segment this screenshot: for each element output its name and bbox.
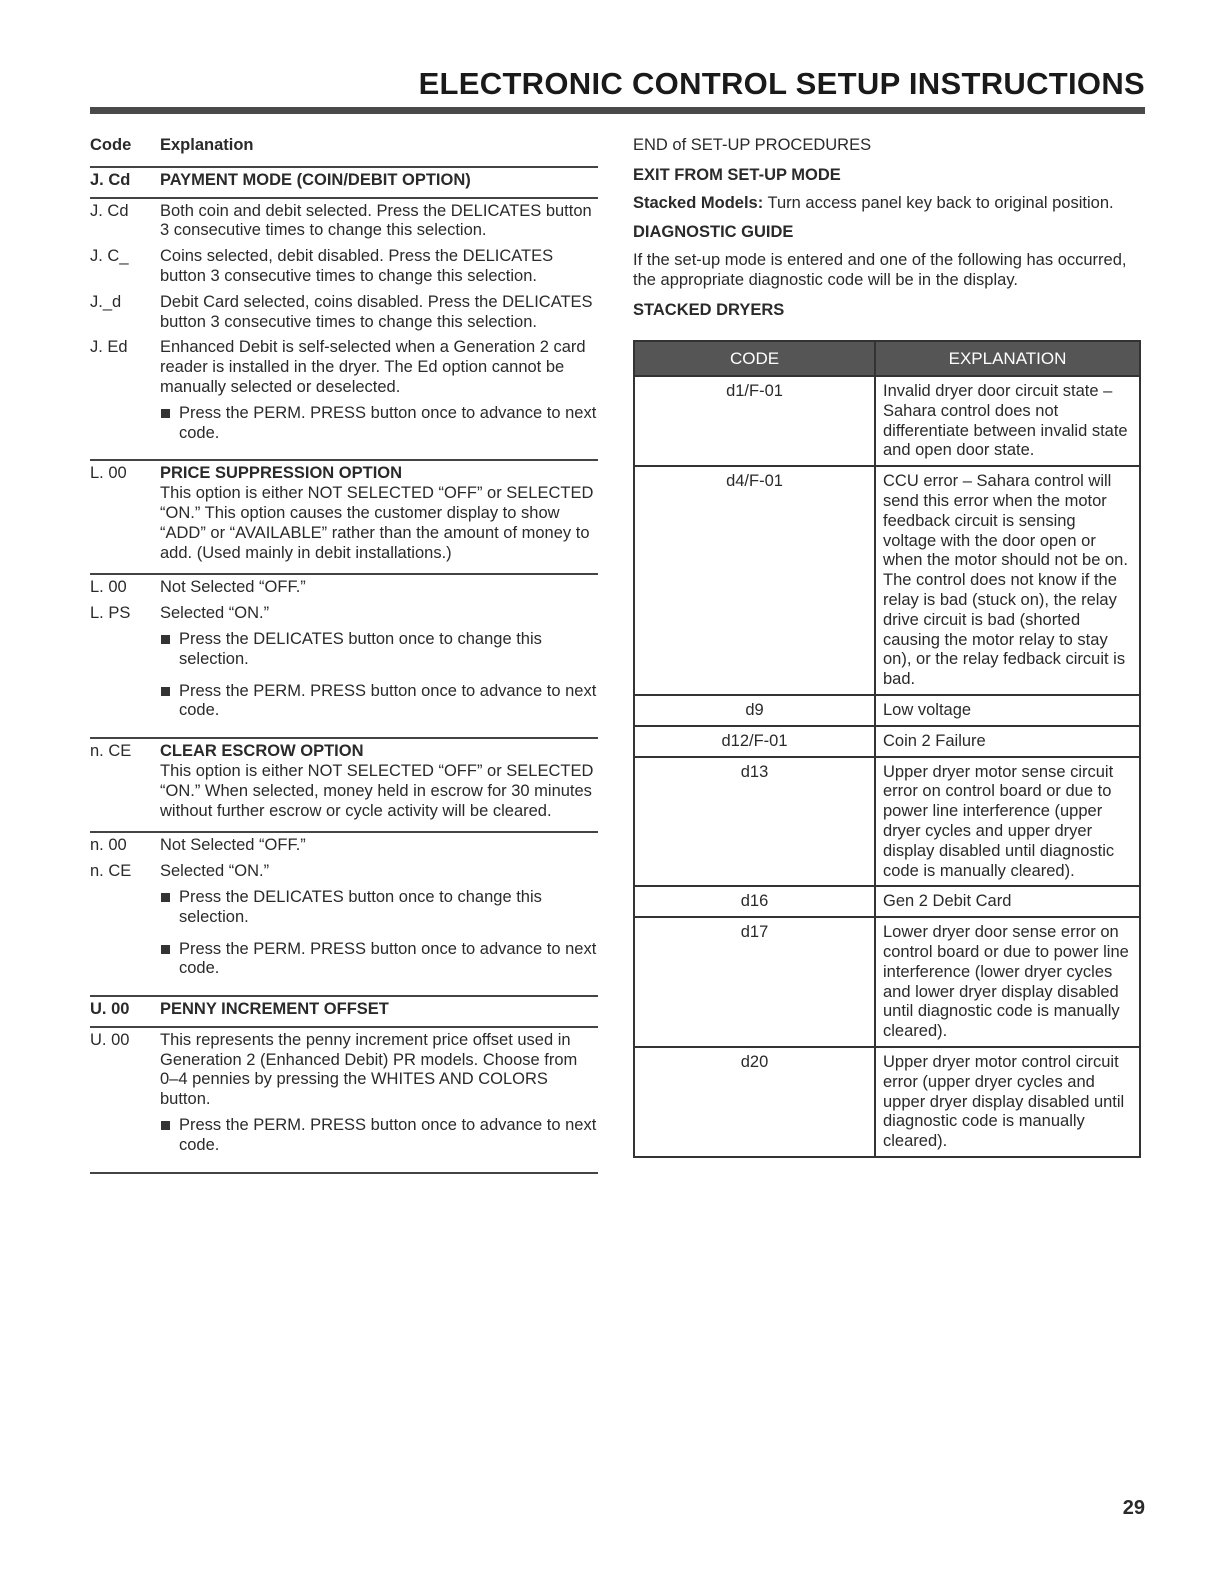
bullet-text: Press the DELICATES button once to change this selection. xyxy=(179,887,542,926)
bullet-square-icon xyxy=(161,1121,170,1130)
setup-codes-column xyxy=(90,136,598,1174)
option-text: This represents the penny increment price offset used in Generation 2 (Enhanced Debit) PR models. Choose from 0–4 pennies by pressing the WHITES AND COLORS button. xyxy=(160,1030,578,1109)
bullet-square-icon xyxy=(161,893,170,902)
stacked-models-paragraph xyxy=(633,194,1145,214)
price-suppression-options xyxy=(90,573,598,737)
option-text: Both coin and debit selected. Press the DELICATES button 3 consecutive times to change this selection. xyxy=(160,201,592,240)
option-text: Not Selected “OFF.” xyxy=(160,578,306,597)
bullet-square-icon xyxy=(161,945,170,954)
option-text: Selected “ON.” xyxy=(160,862,270,881)
stacked-models-label: Stacked Models: xyxy=(633,193,764,212)
explanation-column-header: EXPLANATION xyxy=(875,341,1140,376)
exit-setup-heading: EXIT FROM SET-UP MODE xyxy=(633,165,841,184)
bullet-text: Press the PERM. PRESS button once to advance to next code. xyxy=(179,681,597,720)
option-row xyxy=(90,1031,598,1110)
option-code: J. Cd xyxy=(90,201,129,220)
closing-rule xyxy=(90,1172,598,1174)
section-title: PRICE SUPPRESSION OPTION xyxy=(160,464,403,483)
diagnostic-explanation: Upper dryer motor sense circuit error on control board or due to power line interference (upper dryer cycles and upper dryer display disabled until diagnostic code is manually cleared). xyxy=(875,757,1140,887)
option-row xyxy=(90,862,598,882)
diagnostic-guide-heading: DIAGNOSTIC GUIDE xyxy=(633,223,794,242)
diagnostic-codes-table xyxy=(633,340,1141,1158)
diagnostic-column xyxy=(633,136,1145,329)
option-text: Debit Card selected, coins disabled. Press the DELICATES button 3 consecutive times to change this selection. xyxy=(160,292,593,331)
bullet-square-icon xyxy=(161,687,170,696)
section-code: U. 00 xyxy=(90,1000,130,1019)
bullet-row xyxy=(90,404,598,450)
option-row xyxy=(90,836,598,856)
option-row xyxy=(90,293,598,333)
bullet-text: Press the PERM. PRESS button once to advance to next code. xyxy=(179,1116,597,1154)
diagnostic-code: d20 xyxy=(634,1047,875,1157)
diagnostic-guide-text: If the set-up mode is entered and one of the following has occurred, the appropriate diagnostic code will be in the display. xyxy=(633,251,1127,289)
diagnostic-explanation: CCU error – Sahara control will send this error when the motor feedback circuit is sensing voltage with the door open or when the motor should not be on. The control does not know if the relay is bad (stuck on), the relay drive circuit is bad (shorted causing the motor relay to stay on), or the relay fedback circuit is bad. xyxy=(875,466,1140,695)
option-row xyxy=(90,604,598,624)
option-row xyxy=(90,338,598,397)
table-row xyxy=(634,466,1140,695)
option-row xyxy=(90,578,598,598)
price-suppression-heading xyxy=(90,464,598,484)
bullet-text: Press the PERM. PRESS button once to advance to next code. xyxy=(179,403,597,442)
clear-escrow-options xyxy=(90,831,598,995)
section-code: n. CE xyxy=(90,742,132,761)
table-row xyxy=(634,757,1140,887)
bullet-row xyxy=(90,1116,598,1162)
penny-increment-heading xyxy=(90,995,598,1026)
payment-mode-heading xyxy=(90,166,598,197)
title-rule xyxy=(90,107,1145,114)
option-code: J. Ed xyxy=(90,338,128,357)
option-code: J._d xyxy=(90,292,122,311)
clear-escrow-heading xyxy=(90,742,598,762)
diagnostic-code: d13 xyxy=(634,757,875,887)
bullet-row xyxy=(90,630,598,676)
diagnostic-explanation: Low voltage xyxy=(875,695,1140,726)
diagnostic-explanation: Coin 2 Failure xyxy=(875,726,1140,757)
diagnostic-explanation: Invalid dryer door circuit state – Sahara control does not differentiate between invalid state and open door state. xyxy=(875,376,1140,466)
option-text: Coins selected, debit disabled. Press the DELICATES button 3 consecutive times to change this selection. xyxy=(160,247,554,285)
section-description-row xyxy=(90,762,598,821)
bullet-square-icon xyxy=(161,409,170,418)
table-row xyxy=(634,726,1140,757)
page-number: 29 xyxy=(1122,1497,1145,1519)
diagnostic-code: d12/F-01 xyxy=(634,726,875,757)
option-code: J. C_ xyxy=(90,247,129,266)
stacked-dryers-heading: STACKED DRYERS xyxy=(633,300,785,319)
option-code: L. 00 xyxy=(90,578,127,597)
section-title: CLEAR ESCROW OPTION xyxy=(160,742,364,761)
option-text: Enhanced Debit is self-selected when a Generation 2 card reader is installed in the dryer. The Ed option cannot be manually selected or deselected. xyxy=(160,338,586,396)
option-code: n. 00 xyxy=(90,836,127,855)
diagnostic-code: d4/F-01 xyxy=(634,466,875,695)
option-text: Selected “ON.” xyxy=(160,604,270,623)
diagnostic-explanation: Upper dryer motor control circuit error (upper dryer cycles and upper dryer display disabled until diagnostic code is manually cleared). xyxy=(875,1047,1140,1157)
table-row xyxy=(634,917,1140,1047)
penny-increment-options xyxy=(90,1026,598,1172)
section-title: PAYMENT MODE (COIN/DEBIT OPTION) xyxy=(160,170,471,189)
bullet-row xyxy=(90,682,598,728)
option-text: Not Selected “OFF.” xyxy=(160,836,306,855)
stacked-models-text: Turn access panel key back to original position. xyxy=(763,193,1114,212)
section-code: L. 00 xyxy=(90,464,127,483)
diagnostic-explanation: Lower dryer door sense error on control board or due to power line interference (lower dryer cycles and lower dryer display disabled until diagnostic code is manually cleared). xyxy=(875,917,1140,1047)
price-suppression-section xyxy=(90,459,598,573)
option-code: n. CE xyxy=(90,862,132,881)
column-headers xyxy=(90,136,598,166)
payment-mode-options xyxy=(90,197,598,460)
table-row xyxy=(634,886,1140,917)
bullet-row xyxy=(90,888,598,934)
table-row xyxy=(634,376,1140,466)
bullet-row xyxy=(90,940,598,986)
diagnostic-code: d9 xyxy=(634,695,875,726)
bullet-text: Press the DELICATES button once to change this selection. xyxy=(179,629,542,668)
section-title: PENNY INCREMENT OFFSET xyxy=(160,1000,389,1019)
section-description: This option is either NOT SELECTED “OFF” or SELECTED “ON.” When selected, money held in escrow for 30 minutes without further escrow or cycle activity will be cleared. xyxy=(160,761,594,820)
bullet-text: Press the PERM. PRESS button once to advance to next code. xyxy=(179,939,597,978)
diagnostic-code: d1/F-01 xyxy=(634,376,875,466)
table-row xyxy=(634,1047,1140,1157)
table-header-row xyxy=(634,341,1140,376)
table-row xyxy=(634,695,1140,726)
clear-escrow-section xyxy=(90,737,598,831)
code-column-header: Code xyxy=(90,136,132,154)
option-row xyxy=(90,202,598,242)
explanation-column-header: Explanation xyxy=(160,136,254,154)
option-code: L. PS xyxy=(90,604,131,623)
diagnostic-explanation: Gen 2 Debit Card xyxy=(875,886,1140,917)
option-code: U. 00 xyxy=(90,1030,130,1049)
diagnostic-code: d16 xyxy=(634,886,875,917)
section-description-row xyxy=(90,484,598,563)
bullet-square-icon xyxy=(161,635,170,644)
section-description: This option is either NOT SELECTED “OFF” or SELECTED “ON.” This option causes the customer display to show “ADD” or “AVAILABLE” rather than the amount of money to add. (Used mainly in debit installations.) xyxy=(160,484,594,562)
section-code: J. Cd xyxy=(90,170,131,189)
page-title: ELECTRONIC CONTROL SETUP INSTRUCTIONS xyxy=(418,66,1145,101)
option-row xyxy=(90,247,598,287)
diagnostic-code: d17 xyxy=(634,917,875,1047)
end-of-setup-text: END of SET-UP PROCEDURES xyxy=(633,136,872,154)
code-column-header: CODE xyxy=(634,341,875,376)
